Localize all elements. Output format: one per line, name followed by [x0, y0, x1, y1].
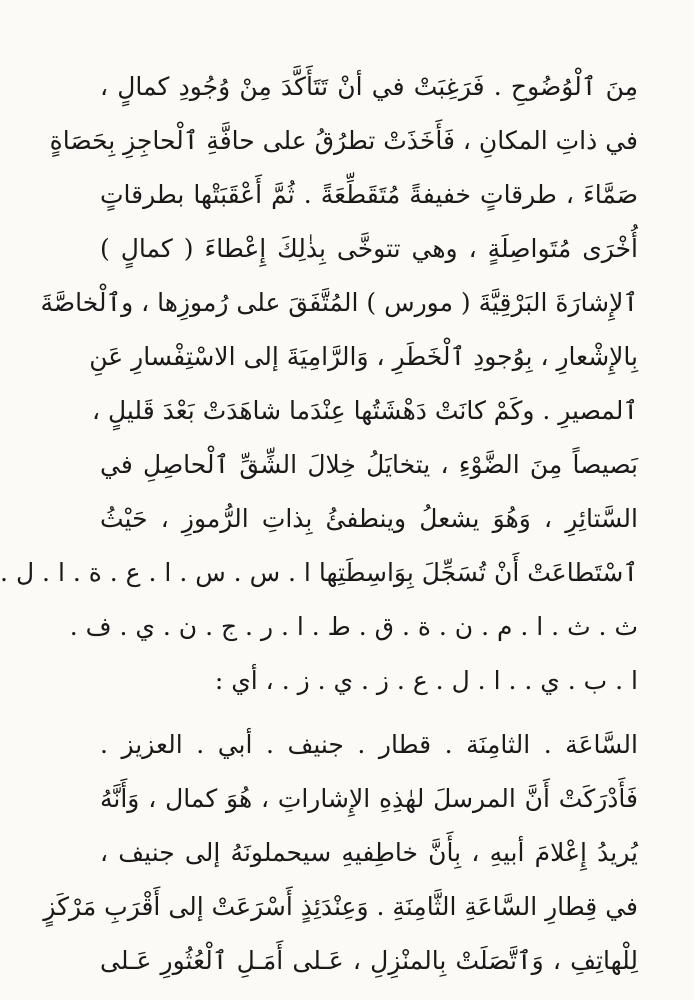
text-line-9: السَّتائِرِ ، وَهُوَ يشعلُ وينطفئُ بِذاتِ الرُّموزِ ، حَيْثُ — [100, 504, 638, 533]
decoded-message: السَّاعَة . الثامِنَة . قطار . جنيف . أبي . العزيز . — [100, 730, 638, 759]
text-line-17: لِلْهاتِفِ ، وَٱتَّصَلَتْ بِالمنْزِلِ ، عَـلى أَمَـلِ ٱلْعُثُورِ عَـلى — [100, 946, 638, 975]
text-line-14: فَأَدْرَكَتْ أَنَّ المرسلَ لهٰذِهِ الإِشاراتِ ، هُوَ كمال ، وَأَنَّهُ — [100, 784, 638, 813]
text-line-7: ٱلمصيرِ . وكَمْ كانَتْ دَهْشَتُها عِنْدَما شاهَدَتْ بَعْدَ قَليلٍ ، — [91, 396, 638, 425]
text-line-16: في قِطارِ السَّاعَةِ الثَّامِنَةِ . وَعِنْدَئِذٍ أَسْرَعَتْ إلى أَقْرَبِ مَرْكَزٍ — [43, 892, 638, 921]
text-line-4: أُخْرَى مُتَواصِلَةٍ ، وهي تتوخَّى بِذٰلِكَ إِعْطاءَ ( كمالٍ ) — [100, 234, 638, 263]
text-line-5: ٱلإِشارَةَ البَرْقِيَّةَ ( مورس ) المُتَّفَقَ على رُموزِها ، وٱلْخاصَّةَ — [40, 288, 638, 317]
text-line-3: صَمَّاءَ ، طرقاتٍ خفيفةً مُتَقَطِّعَةً . ثُمَّ أَعْقَبَتْها بطرقاتٍ — [100, 180, 638, 209]
morse-line-2: ا . ب . ي . . ا . ل . ع . ز . ي . ز . ، أي : — [214, 666, 638, 695]
text-line-6: بِالإِشْعارِ ، بِوُجودِ ٱلْخَطَرِ ، وَالرَّامِيَةَ إلى الاسْتِفْسارِ عَنِ — [89, 342, 638, 371]
text-line-8: بَصيصاً مِنَ الضَّوْءِ ، يتخايَلُ خِلالَ الشِّقِّ ٱلْحاصِلِ في — [100, 450, 638, 479]
text-line-1: مِنَ ٱلْوُضُوحِ . فَرَغِبَتْ في أنْ تَتَأَكَّدَ مِنْ وُجُودِ كمالٍ ، — [100, 72, 638, 101]
book-page — [0, 60, 638, 980]
text-line-15: يُريدُ إِعْلامَ أبيهِ ، بِأَنَّ خاطِفيهِ سيحملونَهُ إلى جنيف ، — [100, 838, 638, 867]
morse-line-1: ث . ث . ا . م . ن . ة . ق . ط . ا . ر . ج . ن . ي . ف . — [69, 612, 638, 641]
paragraph-gap — [100, 708, 638, 718]
text-line-10: ٱسْتَطاعَتْ أَنْ تُسَجِّلَ بِوَاسِطَتِها ا . س . س . ا . ع . ة . ا . ل . — [0, 558, 638, 587]
text-line-2: في ذاتِ المكانِ ، فَأَخَذَتْ تطرُقُ على حافَّةِ ٱلْحاجِزِ بِحَصَاةٍ — [49, 126, 638, 155]
